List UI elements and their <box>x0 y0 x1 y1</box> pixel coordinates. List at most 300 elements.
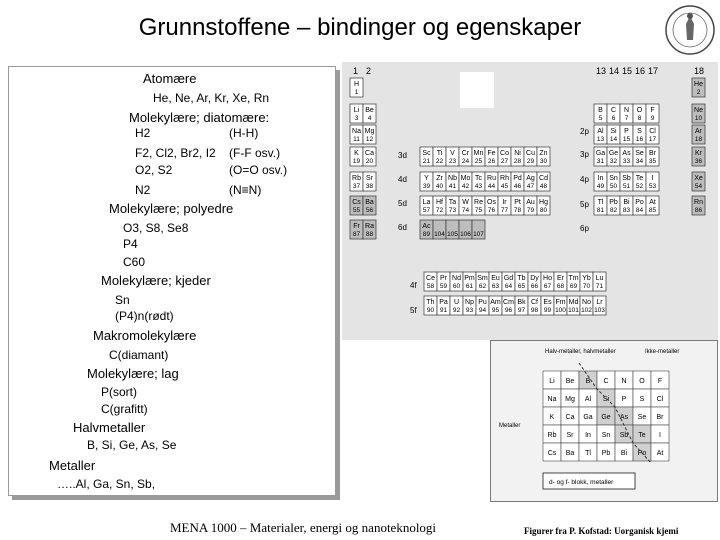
element-cell <box>620 172 633 191</box>
element-cell <box>511 147 524 166</box>
element-symbol: Tb <box>517 275 526 282</box>
element-number: 75 <box>474 207 483 214</box>
element-number: 98 <box>530 307 539 314</box>
inset-symbol: Ge <box>601 414 611 421</box>
element-cell <box>554 272 567 291</box>
element-cell <box>594 147 607 166</box>
inset-symbol: Si <box>602 396 610 403</box>
element-cell <box>459 220 472 239</box>
inset-symbol: Sb <box>619 432 629 439</box>
element-number: 89 <box>422 231 431 238</box>
heading-kjeder: Molekylære; kjeder <box>101 273 211 288</box>
element-cell <box>424 296 437 315</box>
element-cell <box>646 147 659 166</box>
element-number: 71 <box>595 283 604 290</box>
element-symbol: Al <box>597 128 604 135</box>
element-cell <box>463 272 476 291</box>
inset-symbol: B <box>585 378 591 385</box>
element-number: 34 <box>635 158 644 165</box>
inset-symbol: Sr <box>566 432 574 439</box>
element-symbol: Zr <box>436 175 443 182</box>
element-number: 15 <box>622 136 631 143</box>
element-number: 3 <box>354 115 359 122</box>
element-cell <box>633 125 646 144</box>
inset-symbol: Br <box>656 414 664 421</box>
element-cell <box>476 296 489 315</box>
element-cell <box>459 172 472 191</box>
element-number: 21 <box>422 158 431 165</box>
element-cell <box>350 125 363 144</box>
inset-symbol: P <box>621 396 627 403</box>
element-symbol: Hg <box>539 199 548 206</box>
element-symbol: Mg <box>364 128 375 135</box>
element-number: 41 <box>448 183 457 190</box>
table-label: 2p <box>580 127 589 136</box>
element-number: 33 <box>622 158 631 165</box>
element-number: 47 <box>526 183 535 190</box>
inset-symbol: Al <box>584 396 592 403</box>
element-symbol: U <box>453 299 460 306</box>
element-number: 22 <box>435 158 444 165</box>
element-number: 63 <box>491 283 500 290</box>
element-cell <box>424 272 437 291</box>
element-symbol: Bk <box>517 299 526 306</box>
formula-c60: C60 <box>123 255 146 269</box>
element-symbol: B <box>598 107 603 114</box>
noble-gases-list: He, Ne, Ar, Kr, Xe, Rn <box>153 91 270 105</box>
element-cell <box>607 125 620 144</box>
element-number: 46 <box>513 183 522 190</box>
element-cell <box>593 296 606 315</box>
element-cell <box>433 196 446 215</box>
element-symbol: Rh <box>500 175 509 182</box>
element-number: 62 <box>478 283 487 290</box>
element-symbol: Sr <box>366 175 373 182</box>
element-number: 54 <box>694 183 703 190</box>
element-number: 1 <box>354 89 359 96</box>
element-symbol: H <box>353 81 360 88</box>
element-cell <box>524 147 537 166</box>
element-cell <box>485 147 498 166</box>
element-number: 96 <box>504 307 513 314</box>
element-cell <box>594 104 607 123</box>
formula-p4n: (P4)n(rødt) <box>115 309 174 323</box>
element-cell <box>528 272 541 291</box>
element-symbol: Sn <box>609 175 618 182</box>
element-number: 104 <box>434 231 445 238</box>
table-label: 6d <box>398 223 407 232</box>
element-number: 23 <box>448 158 457 165</box>
element-cell <box>437 296 450 315</box>
element-number: 17 <box>648 136 657 143</box>
table-label: 4f <box>410 281 417 290</box>
element-cell <box>446 220 459 239</box>
element-number: 49 <box>596 183 605 190</box>
element-symbol: Pm <box>464 275 475 282</box>
element-cell <box>363 172 376 191</box>
element-symbol: Kr <box>695 150 702 157</box>
element-symbol: Md <box>568 299 579 306</box>
element-symbol: V <box>450 150 455 157</box>
inset-symbol: Cs <box>547 450 557 457</box>
element-cell <box>498 196 511 215</box>
element-cell <box>420 220 433 239</box>
inset-symbol: In <box>585 432 591 439</box>
element-number: 101 <box>568 307 579 314</box>
element-symbol: In <box>597 175 604 182</box>
inset-symbol: Ca <box>565 414 575 421</box>
bond-halogens: (F-F osv.) <box>229 146 281 160</box>
element-cell <box>594 172 607 191</box>
element-symbol: Es <box>543 299 552 306</box>
table-label: 3p <box>580 150 589 159</box>
element-cell <box>580 296 593 315</box>
element-number: 48 <box>539 183 548 190</box>
element-number: 43 <box>474 183 483 190</box>
inset-symbol: Li <box>549 378 555 385</box>
element-cell <box>541 272 554 291</box>
element-symbol: Cm <box>503 299 514 306</box>
metal-classification-inset <box>490 340 718 502</box>
element-symbol: Yb <box>582 275 591 282</box>
formula-psort: P(sort) <box>101 385 137 399</box>
element-symbol: Be <box>365 107 374 114</box>
element-cell <box>524 196 537 215</box>
element-symbol: Ge <box>608 150 619 157</box>
heading-diatomic: Molekylære; diatomære: <box>129 110 270 125</box>
element-number: 42 <box>461 183 470 190</box>
inset-symbol: At <box>656 450 664 457</box>
element-number: 20 <box>365 158 374 165</box>
element-number: 103 <box>594 307 605 314</box>
table-label: 17 <box>648 66 659 76</box>
element-symbol: Ga <box>595 150 606 157</box>
element-symbol: Cd <box>539 175 548 182</box>
element-symbol: Er <box>557 275 564 282</box>
element-number: 87 <box>352 231 361 238</box>
inset-symbol: Ga <box>583 414 593 421</box>
element-cell <box>502 272 515 291</box>
element-number: 52 <box>635 183 644 190</box>
element-cell <box>607 172 620 191</box>
element-cell <box>537 172 550 191</box>
university-seal-icon <box>664 4 716 56</box>
element-number: 5 <box>598 115 603 122</box>
table-label: 13 <box>596 66 607 76</box>
element-cell <box>350 78 363 97</box>
element-symbol: Y <box>424 175 429 182</box>
element-number: 53 <box>648 183 657 190</box>
element-cell <box>511 196 524 215</box>
element-symbol: Ho <box>543 275 552 282</box>
element-symbol: Sm <box>477 275 488 282</box>
element-number: 19 <box>352 158 361 165</box>
element-symbol: Bi <box>623 199 630 206</box>
inset-symbol: Na <box>547 396 557 403</box>
bond-h2: (H-H) <box>229 126 259 140</box>
element-symbol: Ac <box>422 223 431 230</box>
element-cell <box>476 272 489 291</box>
element-number: 61 <box>465 283 474 290</box>
inset-symbol: Pb <box>601 450 611 457</box>
element-cell <box>485 172 498 191</box>
table-label: 4p <box>580 175 589 184</box>
element-cell <box>350 104 363 123</box>
element-cell <box>633 147 646 166</box>
element-cell <box>541 296 554 315</box>
inset-symbol: Se <box>637 414 647 421</box>
element-number: 18 <box>694 136 703 143</box>
element-number: 39 <box>422 183 431 190</box>
inset-symbol: Sn <box>601 432 611 439</box>
inset-symbol: Ba <box>565 450 575 457</box>
element-cell <box>620 104 633 123</box>
element-symbol: K <box>354 150 359 157</box>
element-symbol: Ne <box>694 107 703 114</box>
element-number: 27 <box>500 158 509 165</box>
label-metaller: Metaller <box>499 423 521 429</box>
element-symbol: Na <box>352 128 361 135</box>
element-symbol: Te <box>635 175 644 182</box>
element-symbol: Rn <box>694 199 703 206</box>
element-cell <box>646 125 659 144</box>
element-cell <box>692 125 705 144</box>
element-number: 4 <box>367 115 372 122</box>
element-number: 77 <box>500 207 509 214</box>
element-cell <box>580 272 593 291</box>
inset-symbol: Po <box>637 450 647 457</box>
element-symbol: Ti <box>436 150 443 157</box>
element-symbol: Tl <box>597 199 604 206</box>
element-cell <box>459 196 472 215</box>
element-number: 94 <box>478 307 487 314</box>
table-label: 16 <box>635 66 646 76</box>
element-cell <box>594 125 607 144</box>
inset-symbol: N <box>621 378 627 385</box>
element-number: 36 <box>694 158 703 165</box>
element-cell <box>489 272 502 291</box>
element-cell <box>363 220 376 239</box>
bond-n2: (N≡N) <box>229 183 262 197</box>
element-cell <box>485 196 498 215</box>
element-number: 82 <box>609 207 618 214</box>
inset-symbol: Mg <box>565 396 575 403</box>
element-number: 56 <box>365 207 374 214</box>
bonding-list-panel <box>8 66 336 496</box>
formula-o3: O3, S8, Se8 <box>123 221 189 235</box>
periodic-table-svg <box>342 62 718 340</box>
element-number: 100 <box>555 307 566 314</box>
element-number: 80 <box>539 207 548 214</box>
element-cell <box>620 147 633 166</box>
heading-lag: Molekylære; lag <box>87 366 179 381</box>
element-number: 78 <box>513 207 522 214</box>
element-symbol: Fr <box>353 223 360 230</box>
element-cell <box>692 172 705 191</box>
element-symbol: Fm <box>555 299 566 306</box>
element-symbol: Ar <box>695 128 702 135</box>
element-symbol: Lr <box>596 299 603 306</box>
element-symbol: Lu <box>595 275 604 282</box>
element-cell <box>515 296 528 315</box>
element-cell <box>620 125 633 144</box>
element-number: 29 <box>526 158 535 165</box>
table-label: 15 <box>622 66 633 76</box>
table-label: 1 <box>353 66 359 76</box>
element-number: 26 <box>487 158 496 165</box>
element-cell <box>433 220 446 239</box>
element-number: 16 <box>635 136 644 143</box>
element-number: 24 <box>461 158 470 165</box>
element-symbol: Sb <box>622 175 631 182</box>
element-symbol: Se <box>635 150 644 157</box>
element-number: 69 <box>569 283 578 290</box>
element-number: 76 <box>487 207 496 214</box>
element-cell <box>446 172 459 191</box>
element-cell <box>646 172 659 191</box>
element-symbol: Nd <box>452 275 461 282</box>
element-symbol: Xe <box>694 175 703 182</box>
element-symbol: Cu <box>526 150 535 157</box>
table-label: 14 <box>609 66 620 76</box>
element-number: 59 <box>439 283 448 290</box>
element-cell <box>463 296 476 315</box>
element-number: 67 <box>543 283 552 290</box>
element-cell <box>620 196 633 215</box>
element-symbol: Ra <box>365 223 374 230</box>
element-symbol: W <box>462 199 469 206</box>
element-number: 57 <box>422 207 431 214</box>
element-number: 85 <box>648 207 657 214</box>
element-cell <box>472 172 485 191</box>
element-symbol: Os <box>487 199 496 206</box>
element-symbol: S <box>637 128 642 135</box>
element-cell <box>420 147 433 166</box>
element-number: 66 <box>530 283 539 290</box>
element-number: 73 <box>448 207 457 214</box>
element-symbol: Eu <box>491 275 500 282</box>
element-number: 40 <box>435 183 444 190</box>
element-number: 11 <box>353 136 360 143</box>
element-number: 51 <box>622 183 631 190</box>
element-symbol: Ce <box>426 275 435 282</box>
formula-p4: P4 <box>123 237 138 251</box>
element-cell <box>472 196 485 215</box>
element-number: 68 <box>556 283 565 290</box>
formula-grafitt: C(grafitt) <box>101 402 148 416</box>
element-symbol: Pu <box>478 299 487 306</box>
element-cell <box>459 147 472 166</box>
element-number: 37 <box>352 183 361 190</box>
element-cell <box>363 196 376 215</box>
inset-symbol: I <box>659 432 661 439</box>
element-symbol: No <box>582 299 591 306</box>
formula-o2: O2, S2 <box>135 163 173 177</box>
element-symbol: At <box>649 199 656 206</box>
element-number: 30 <box>539 158 548 165</box>
element-symbol: Au <box>526 199 535 206</box>
element-cell <box>515 272 528 291</box>
element-cell <box>450 272 463 291</box>
element-symbol: Br <box>649 150 656 157</box>
element-number: 86 <box>694 207 703 214</box>
heading-halvmetaller: Halvmetaller <box>73 420 146 435</box>
element-cell <box>472 220 485 239</box>
element-number: 65 <box>517 283 526 290</box>
slide-title: Grunnstoffene – bindinger og egenskaper <box>138 14 582 41</box>
table-label: 18 <box>694 66 705 76</box>
element-cell <box>350 172 363 191</box>
metaller-list: …..Al, Ga, Sn, Sb, <box>57 477 156 491</box>
formula-h2: H2 <box>135 126 151 140</box>
element-number: 8 <box>637 115 642 122</box>
inset-symbol: Be <box>565 378 575 385</box>
element-number: 106 <box>460 231 471 238</box>
formula-sn: Sn <box>115 293 130 307</box>
element-symbol: Mo <box>460 175 471 182</box>
element-number: 84 <box>635 207 644 214</box>
element-number: 105 <box>447 231 458 238</box>
element-number: 81 <box>596 207 605 214</box>
element-symbol: Dy <box>530 275 539 282</box>
element-number: 50 <box>609 183 618 190</box>
formula-halogens: F2, Cl2, Br2, I2 <box>135 146 216 160</box>
element-symbol: Th <box>426 299 435 306</box>
element-symbol: Gd <box>503 275 514 282</box>
element-cell <box>363 104 376 123</box>
element-number: 14 <box>609 136 618 143</box>
element-number: 25 <box>474 158 483 165</box>
element-cell <box>489 296 502 315</box>
halvmetaller-list: B, Si, Ge, As, Se <box>87 438 177 452</box>
element-symbol: Np <box>465 299 474 306</box>
element-number: 93 <box>465 307 474 314</box>
element-cell <box>363 147 376 166</box>
element-symbol: Nb <box>448 175 457 182</box>
element-number: 74 <box>461 207 470 214</box>
element-number: 70 <box>582 283 591 290</box>
element-cell <box>633 104 646 123</box>
inset-symbol: S <box>639 396 645 403</box>
element-cell <box>498 147 511 166</box>
element-symbol: Mn <box>473 150 484 157</box>
element-number: 13 <box>596 136 605 143</box>
element-cell <box>528 296 541 315</box>
element-symbol: Ca <box>365 150 374 157</box>
element-symbol: Pr <box>440 275 447 282</box>
figure-credit: Figurer fra P. Kofstad: Uorganisk kjemi <box>524 526 679 536</box>
element-cell <box>363 125 376 144</box>
element-cell <box>607 104 620 123</box>
inset-symbol: Te <box>638 432 646 439</box>
element-cell <box>593 272 606 291</box>
element-symbol: O <box>636 107 643 114</box>
element-number: 31 <box>596 158 605 165</box>
element-symbol: Ba <box>365 199 374 206</box>
element-number: 83 <box>622 207 631 214</box>
element-symbol: Pb <box>609 199 618 206</box>
element-cell <box>537 196 550 215</box>
element-cell <box>502 296 515 315</box>
heading-makro: Makromolekylære <box>93 328 197 343</box>
table-label: 4d <box>398 175 407 184</box>
element-cell <box>594 196 607 215</box>
element-symbol: Zn <box>539 150 548 157</box>
inset-symbol: As <box>619 414 629 421</box>
heading-metaller: Metaller <box>49 458 96 473</box>
element-number: 9 <box>650 115 655 122</box>
element-number: 2 <box>696 89 701 96</box>
